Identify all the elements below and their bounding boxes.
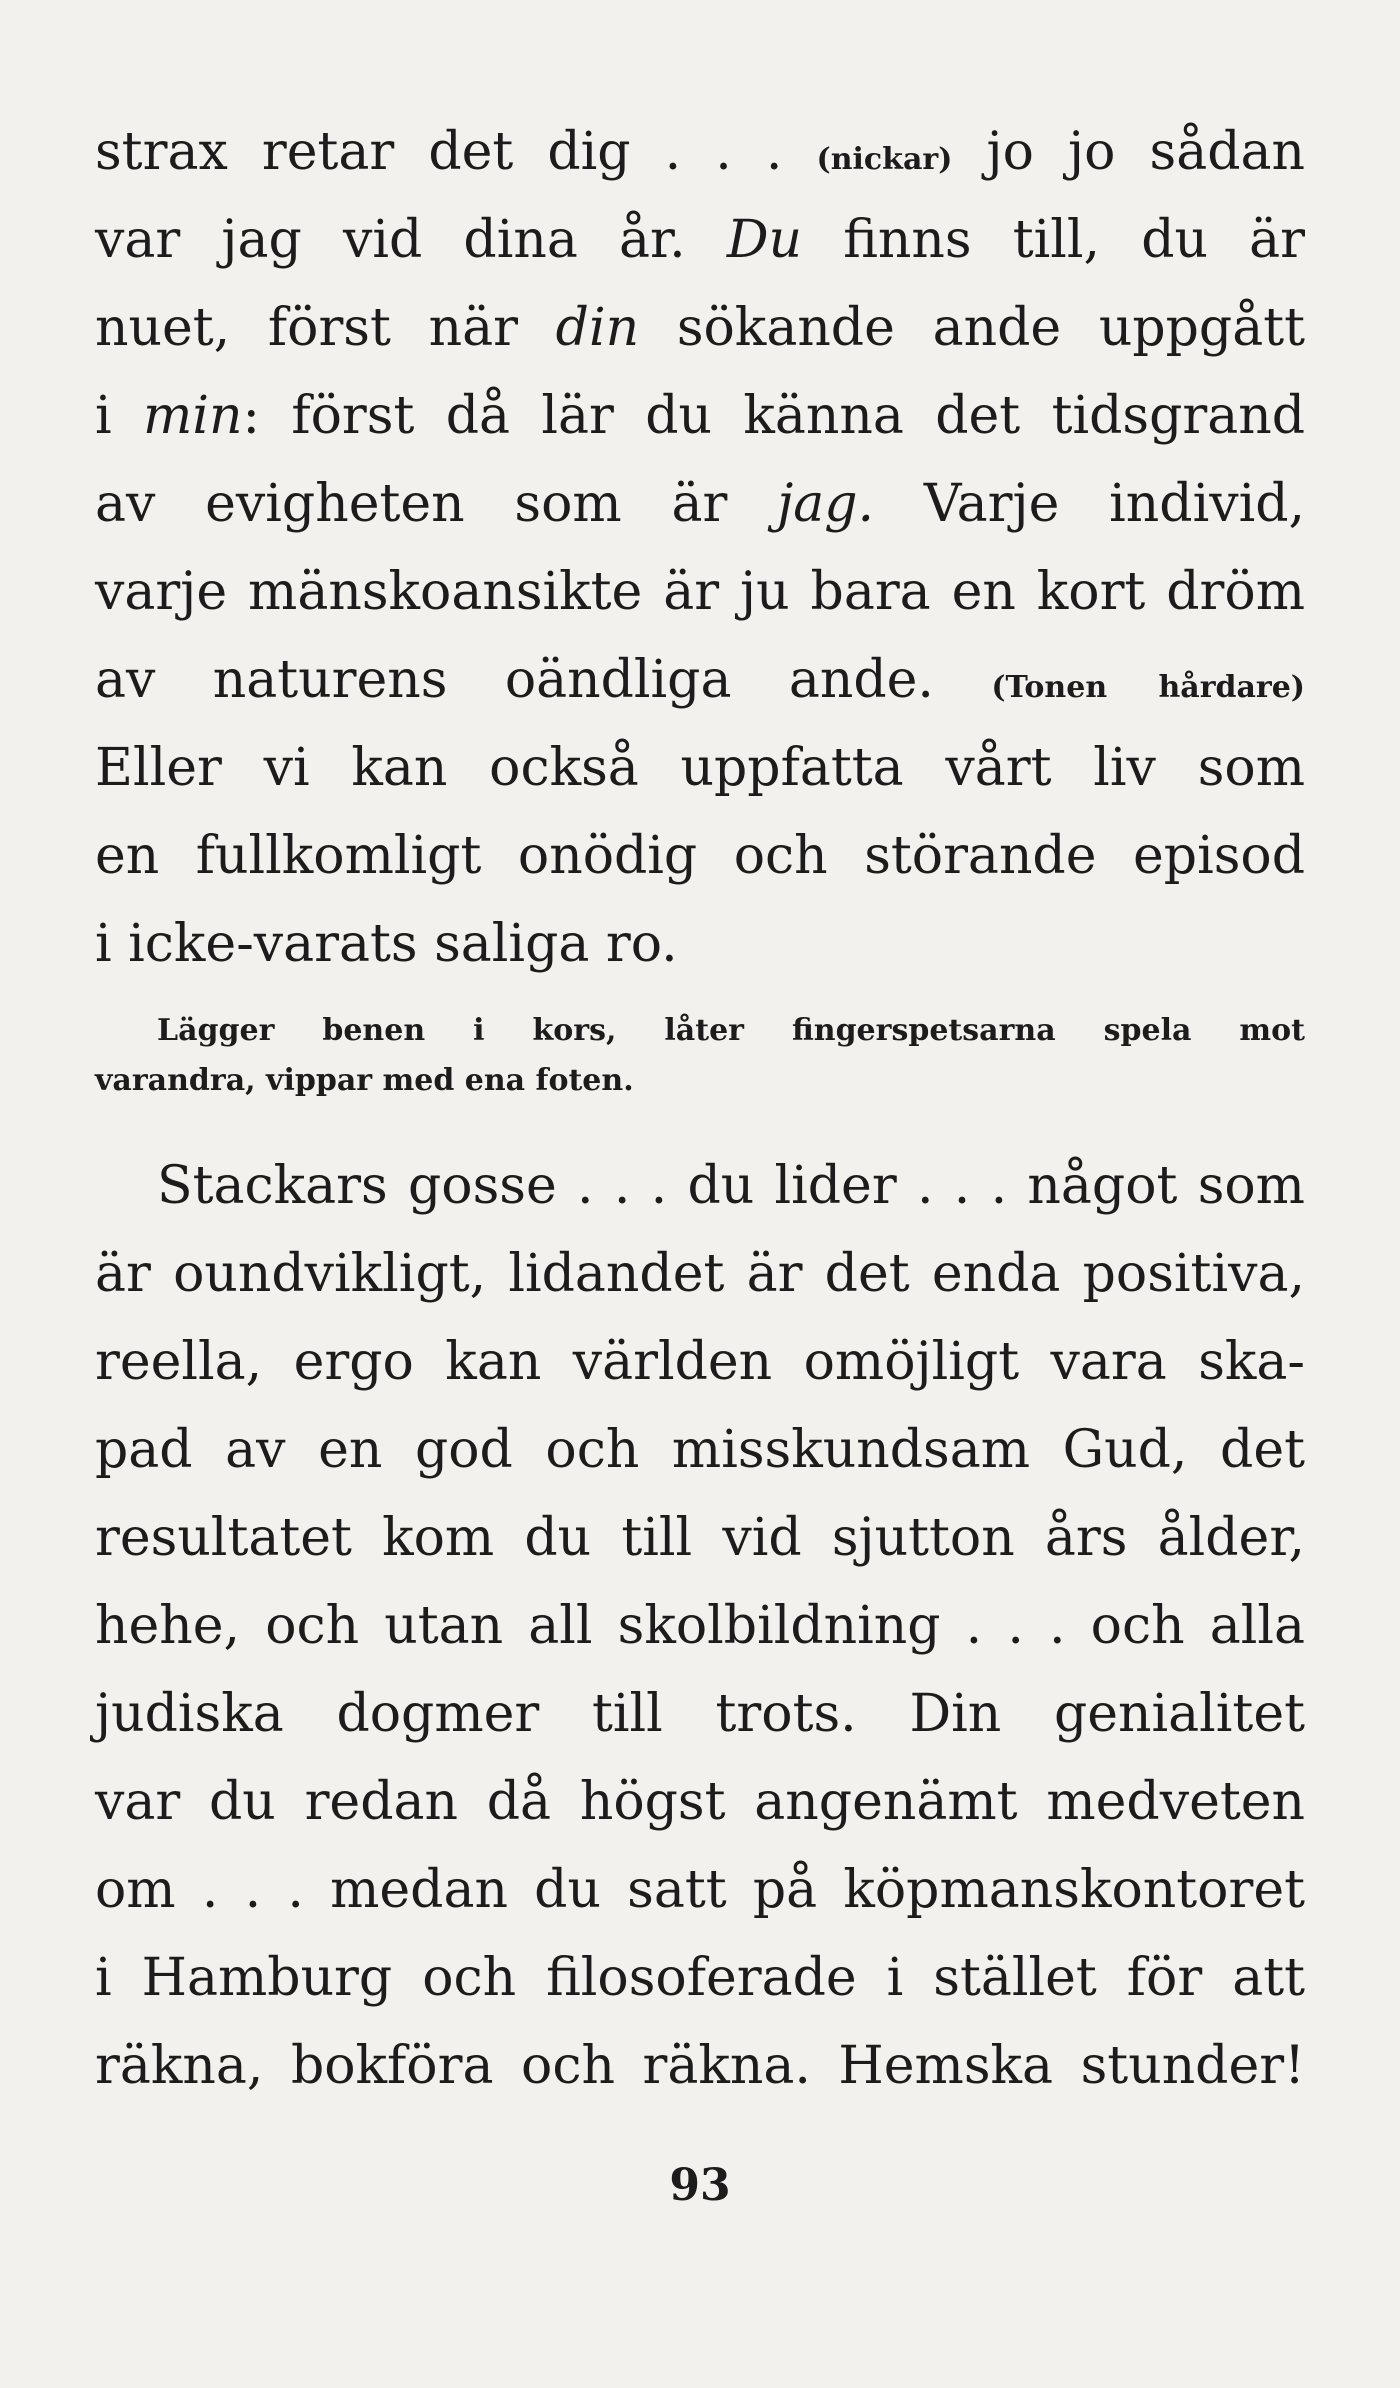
stage-line: varandra, vippar med ena foten. bbox=[95, 1063, 634, 1098]
text-line: pad av en god och misskundsam Gud, det bbox=[95, 1420, 1305, 1480]
text-line: Eller vi kan också uppfatta vårt liv som bbox=[95, 738, 1305, 798]
text-line: räkna, bokföra och räkna. Hemska stunder! bbox=[95, 2036, 1305, 2096]
text-span: finns till, du är bbox=[843, 210, 1306, 270]
text-span: jo jo sådan bbox=[986, 122, 1306, 182]
text-line bbox=[95, 460, 1305, 548]
text-line: reella, ergo kan världen omöjligt vara ska- bbox=[95, 1332, 1305, 1392]
italic-word: jag. bbox=[777, 474, 875, 534]
page-number: 93 bbox=[669, 2160, 731, 2211]
text-line: varje mänskoansikte är ju bara en kort dröm bbox=[95, 562, 1305, 622]
italic-word: din bbox=[555, 298, 640, 358]
text-span: av evigheten som är bbox=[95, 474, 728, 534]
text-span: sökande ande uppgått bbox=[676, 298, 1305, 358]
text-line bbox=[95, 108, 1305, 196]
text-line: en fullkomligt onödig och störande episod bbox=[95, 826, 1305, 886]
paragraph-1 bbox=[95, 108, 1305, 988]
text-line bbox=[95, 372, 1305, 460]
text-line: resultatet kom du till vid sjutton års ålder, bbox=[95, 1508, 1305, 1568]
stage-direction bbox=[95, 1006, 1305, 1106]
text-line bbox=[95, 636, 1305, 724]
italic-word: Du bbox=[726, 210, 803, 270]
text-line: i icke-varats saliga ro. bbox=[95, 914, 678, 974]
text-line: var du redan då högst angenämt medveten bbox=[95, 1772, 1305, 1832]
text-line: Stackars gosse . . . du lider . . . något som bbox=[157, 1156, 1305, 1216]
text-line: är oundvikligt, lidandet är det enda positiva, bbox=[95, 1244, 1305, 1304]
text-span: strax retar det dig . . . bbox=[95, 122, 783, 182]
paragraph-2 bbox=[95, 1142, 1305, 2110]
stage-aside: (nickar) bbox=[816, 142, 953, 177]
text-line: hehe, och utan all skolbildning . . . och alla bbox=[95, 1596, 1305, 1656]
text-span: i bbox=[95, 386, 112, 446]
italic-word: min bbox=[143, 386, 243, 446]
text-line: om . . . medan du satt på köpmanskontoret bbox=[95, 1860, 1305, 1920]
stage-aside: (Tonen hårdare) bbox=[991, 670, 1305, 705]
text-line: i Hamburg och filosoferade i stället för att bbox=[95, 1948, 1305, 2008]
text-span: av naturens oändliga ande. bbox=[95, 650, 934, 710]
text-span: nuet, först när bbox=[95, 298, 518, 358]
stage-line: Lägger benen i kors, låter fingerspetsarna spela mot bbox=[157, 1013, 1305, 1048]
text-line bbox=[95, 196, 1305, 284]
text-span: Varje individ, bbox=[923, 474, 1306, 534]
text-span: : först då lär du känna det tidsgrand bbox=[242, 386, 1305, 446]
text-line: judiska dogmer till trots. Din genialitet bbox=[95, 1684, 1305, 1744]
text-line bbox=[95, 284, 1305, 372]
text-span: var jag vid dina år. bbox=[95, 210, 686, 270]
